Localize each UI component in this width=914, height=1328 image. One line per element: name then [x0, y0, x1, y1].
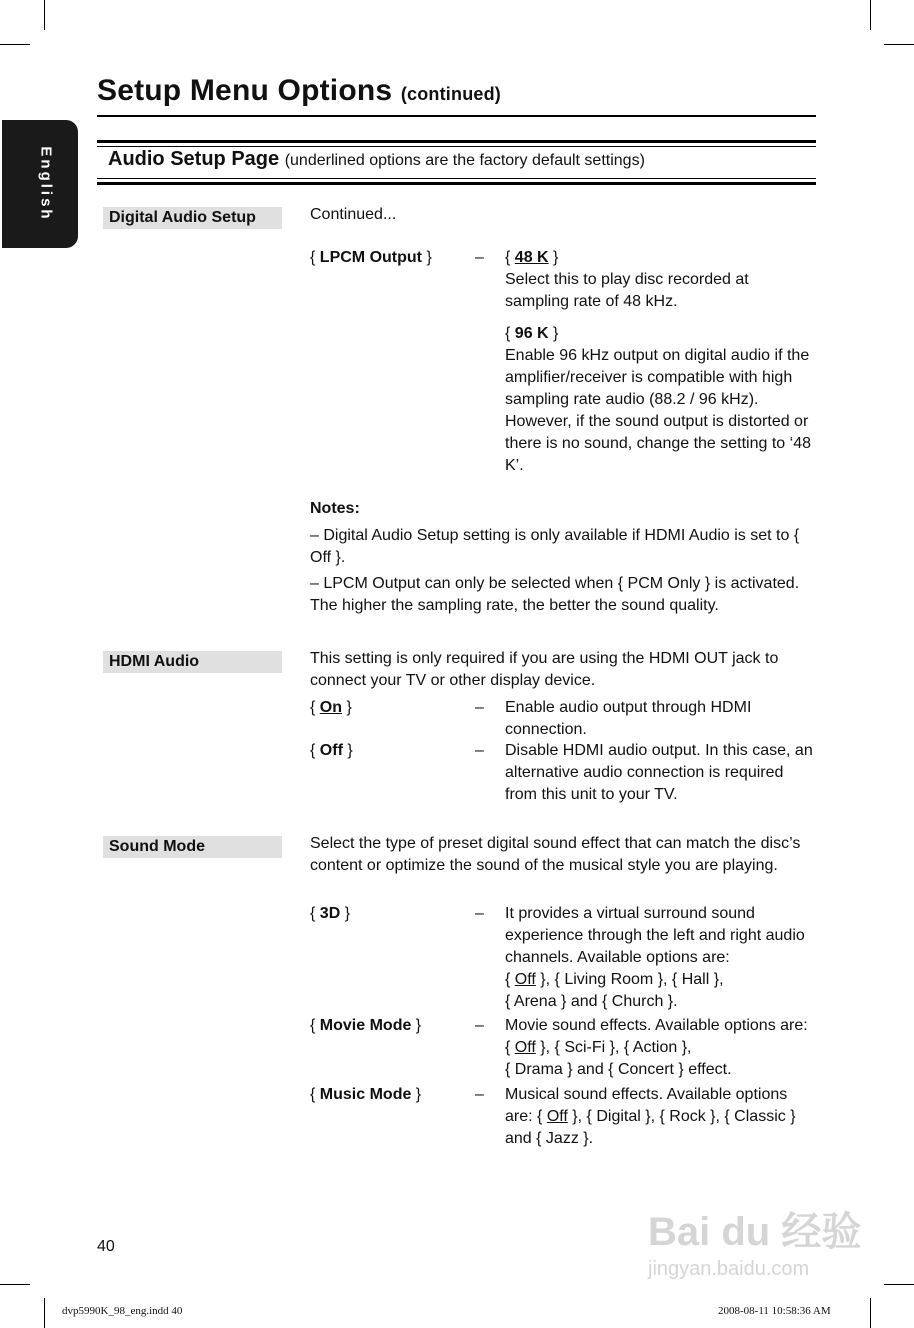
- section-note: (underlined options are the factory default settings): [284, 152, 645, 169]
- option-48k-desc: Select this to play disc recorded at sampling rate of 48 kHz.: [505, 271, 749, 310]
- brace: {: [310, 905, 320, 922]
- watermark-logo-text: Bai du 经验: [648, 1210, 862, 1254]
- crop-mark: [44, 1298, 45, 1328]
- hdmi-off-desc: Disable HDMI audio output. In this case, an alternative audio connection is required from this unit to your TV.: [505, 742, 813, 803]
- lpcm-output-name: LPCM Output: [319, 249, 422, 266]
- digital-audio-setup-label: Digital Audio Setup: [103, 207, 282, 229]
- movie-mode-option: [310, 1015, 421, 1037]
- page-number: 40: [97, 1238, 115, 1255]
- hdmi-on-option: [310, 697, 352, 719]
- crop-mark: [884, 1284, 914, 1285]
- section-rule-top: [97, 140, 816, 143]
- brace: {: [310, 249, 320, 266]
- page-title-suffix: (continued): [400, 84, 501, 104]
- crop-mark: [0, 1284, 30, 1285]
- sound-mode-intro: Select the type of preset digital sound effect that can match the disc’s content or optimize the sound of the musical style you are playing.: [310, 835, 801, 874]
- sound-3d-options-more: { Arena } and { Church }.: [505, 993, 678, 1010]
- sound-3d-option: [310, 903, 350, 925]
- footer-timestamp: 2008-08-11 10:58:36 AM: [718, 1305, 831, 1317]
- page-title-text: Setup Menu Options: [97, 74, 393, 107]
- option-96k: [505, 323, 817, 345]
- option-96k-desc: Enable 96 kHz output on digital audio if the amplifier/receiver is compatible with high sampling rate audio (88.2 / 96 kHz). However, if the sound output is distorted or there is no sound, change the setting to ‘48 K’.: [505, 347, 811, 474]
- notes-title: Notes:: [310, 500, 360, 517]
- sound-3d-name: 3D: [319, 905, 341, 922]
- option-48k: [505, 247, 817, 269]
- brace: }: [422, 249, 432, 266]
- default-off: Off: [546, 1108, 568, 1125]
- brace: }: [548, 249, 559, 266]
- music-mode-options: }, { Digital }, { Rock }, { Classic } and { Jazz }.: [505, 1108, 796, 1147]
- music-mode-name: Music Mode: [319, 1086, 412, 1103]
- brace: {: [310, 1086, 320, 1103]
- brace: }: [548, 325, 559, 342]
- brace: }: [340, 905, 351, 922]
- default-off: Off: [514, 971, 536, 988]
- brace: {: [310, 1017, 320, 1034]
- option-96k-name: 96 K: [514, 325, 549, 342]
- sound-3d-desc-text: It provides a virtual surround sound experience through the left and right audio channels. Available options are:: [505, 905, 805, 966]
- sound-mode-label: Sound Mode: [103, 836, 282, 858]
- watermark-url: jingyan.baidu.com: [648, 1258, 810, 1280]
- hdmi-off-option: [310, 740, 353, 762]
- section-title-text: Audio Setup Page: [108, 148, 280, 170]
- movie-mode-desc: [505, 1015, 817, 1081]
- movie-mode-options: }, { Sci-Fi }, { Action },: [535, 1039, 692, 1056]
- music-mode-desc-text: Musical sound effects. Available options are: {: [505, 1086, 788, 1125]
- hdmi-on-desc: Enable audio output through HDMI connection.: [505, 699, 752, 738]
- note-2: – LPCM Output can only be selected when { PCM Only } is activated. The higher the sampling rate, the better the sound quality.: [310, 575, 800, 614]
- hdmi-off-name: Off: [319, 742, 343, 759]
- music-mode-desc: [505, 1084, 817, 1150]
- section-rule-bottom-thin: [97, 178, 816, 179]
- crop-mark: [44, 0, 45, 30]
- brace: }: [342, 742, 353, 759]
- crop-mark: [870, 0, 871, 30]
- title-rule: [97, 115, 816, 117]
- movie-mode-options-more: { Drama } and { Concert } effect.: [505, 1061, 732, 1078]
- default-off: Off: [514, 1039, 536, 1056]
- dash: –: [475, 905, 484, 922]
- crop-mark: [884, 44, 914, 45]
- brace: }: [411, 1086, 422, 1103]
- section-title: [108, 148, 645, 171]
- section-rule-top-thin: [97, 146, 816, 147]
- baidu-watermark: [648, 1190, 862, 1295]
- continued-text: Continued...: [310, 206, 397, 223]
- brace: }: [411, 1017, 422, 1034]
- dash: –: [475, 1017, 484, 1034]
- dash: –: [475, 249, 484, 266]
- brace: {: [310, 699, 320, 716]
- section-rule-bottom: [97, 182, 816, 185]
- dash: –: [475, 742, 484, 759]
- brace: {: [505, 971, 515, 988]
- language-tab-label: English: [37, 146, 55, 222]
- page-title: [97, 74, 501, 108]
- hdmi-audio-intro: This setting is only required if you are using the HDMI OUT jack to connect your TV or other display device.: [310, 650, 779, 689]
- hdmi-audio-label: HDMI Audio: [103, 651, 282, 673]
- lpcm-output-option: [310, 247, 432, 269]
- dash: –: [475, 1086, 484, 1103]
- option-48k-name: 48 K: [514, 249, 549, 266]
- movie-mode-desc-text: Movie sound effects. Available options are: {: [505, 1017, 808, 1056]
- crop-mark: [0, 44, 30, 45]
- hdmi-on-name: On: [319, 699, 343, 716]
- brace: {: [505, 325, 515, 342]
- crop-mark: [870, 1298, 871, 1328]
- movie-mode-name: Movie Mode: [319, 1017, 412, 1034]
- brace: {: [310, 742, 320, 759]
- sound-3d-desc: [505, 903, 817, 1013]
- dash: –: [475, 699, 484, 716]
- music-mode-option: [310, 1084, 421, 1106]
- note-1: – Digital Audio Setup setting is only available if HDMI Audio is set to { Off }.: [310, 527, 800, 566]
- brace: }: [342, 699, 352, 716]
- brace: {: [505, 249, 515, 266]
- footer-filename: dvp5990K_98_eng.indd 40: [62, 1305, 183, 1317]
- sound-3d-options: }, { Living Room }, { Hall },: [535, 971, 724, 988]
